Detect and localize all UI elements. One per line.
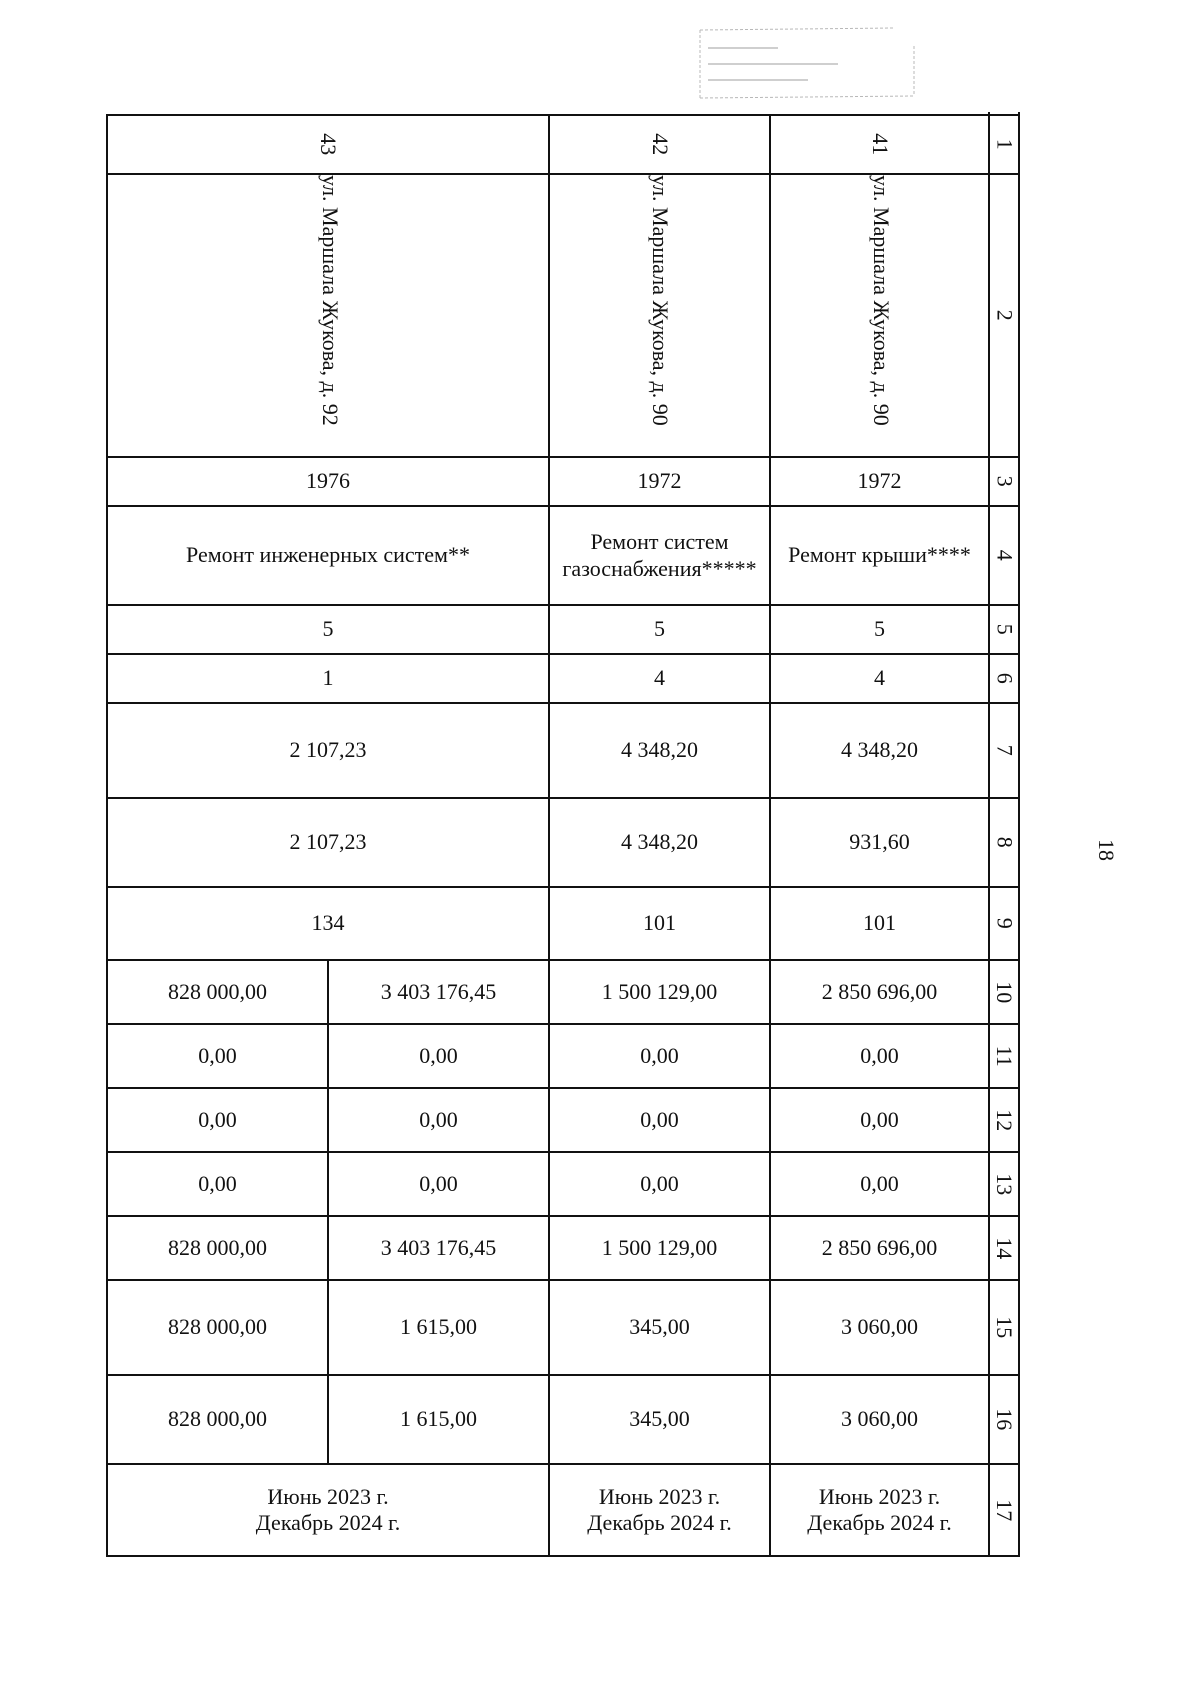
row-number: 9: [992, 917, 1018, 929]
table-cell: 0,00: [198, 1106, 237, 1132]
table-cell: 1 615,00: [400, 1406, 477, 1432]
table-cell: 0,00: [419, 1042, 458, 1068]
row-number: 11: [992, 1045, 1018, 1067]
table-cell: 828 000,00: [168, 1234, 267, 1260]
table-cell: 0,00: [419, 1106, 458, 1132]
table-cell: 3 403 176,45: [380, 978, 497, 1004]
table-cell: 0,00: [640, 1106, 679, 1132]
address-cell: ул. Маршала Жукова, д. 90: [648, 175, 673, 426]
table-cell: 828 000,00: [168, 978, 267, 1004]
table-cell: 4 348,20: [621, 829, 698, 855]
table-cell: 101: [863, 910, 896, 936]
row-number: 16: [992, 1408, 1018, 1431]
row-number: 1: [992, 138, 1018, 150]
table-cell: 0,00: [419, 1170, 458, 1196]
table-cell: 0,00: [198, 1170, 237, 1196]
year-cell: 1972: [857, 468, 902, 494]
table-cell: 828 000,00: [168, 1406, 267, 1432]
table-cell: 4 348,20: [841, 737, 918, 763]
row-number: 4: [992, 549, 1018, 561]
table-cell: 1 500 129,00: [601, 978, 718, 1004]
row-number: 17: [992, 1498, 1018, 1521]
work-type-cell: Ремонт систем газоснабжения*****: [562, 529, 757, 581]
table-cell: 4: [654, 665, 665, 691]
page-number: 18: [1094, 839, 1119, 861]
row-number: 3: [992, 475, 1018, 487]
year-cell: 1976: [306, 468, 350, 494]
table-cell: 4 348,20: [621, 737, 698, 763]
table-cell: 2 850 696,00: [821, 978, 938, 1004]
table-cell: 1 615,00: [400, 1314, 477, 1340]
row-number: 10: [992, 980, 1018, 1003]
table-cell: 134: [311, 910, 345, 936]
table-cell: 345,00: [629, 1314, 690, 1340]
row-number: 13: [992, 1172, 1018, 1195]
table-cell: 3 060,00: [841, 1314, 918, 1340]
table-cell: 0,00: [860, 1170, 899, 1196]
table-cell: 3 403 176,45: [380, 1234, 497, 1260]
table-cell: 2 850 696,00: [821, 1234, 938, 1260]
table-cell: 828 000,00: [168, 1314, 267, 1340]
period-cell: Июнь 2023 г. Декабрь 2024 г.: [807, 1483, 952, 1535]
row-number: 8: [992, 836, 1018, 848]
item-number: 41: [867, 133, 893, 156]
table-cell: 0,00: [860, 1106, 899, 1132]
work-type-cell: Ремонт инженерных систем**: [186, 542, 470, 568]
address-cell: ул. Маршала Жукова, д. 90: [869, 175, 894, 426]
item-number: 42: [647, 133, 673, 156]
row-number: 14: [992, 1236, 1018, 1259]
row-number: 15: [992, 1316, 1018, 1339]
table-cell: 4: [874, 665, 885, 691]
row-number: 2: [992, 309, 1018, 321]
item-number: 43: [316, 133, 342, 156]
row-number: 7: [992, 744, 1018, 756]
period-cell: Июнь 2023 г. Декабрь 2024 г.: [255, 1483, 401, 1535]
table-cell: 101: [643, 910, 676, 936]
table-cell: 0,00: [640, 1042, 679, 1068]
year-cell: 1972: [637, 468, 682, 494]
period-cell: Июнь 2023 г. Декабрь 2024 г.: [587, 1483, 732, 1535]
row-number: 5: [992, 623, 1018, 635]
table-cell: 5: [874, 616, 885, 642]
table-cell: 1 500 129,00: [601, 1234, 718, 1260]
work-type-cell: Ремонт крыши****: [788, 542, 971, 568]
table-cell: 0,00: [860, 1042, 899, 1068]
table-cell: 0,00: [640, 1170, 679, 1196]
table-cell: 5: [322, 616, 334, 642]
table-cell: 5: [654, 616, 665, 642]
table-cell: 2 107,23: [289, 829, 367, 855]
row-number: 12: [992, 1108, 1018, 1131]
table-cell: 1: [322, 665, 334, 691]
row-number: 6: [992, 672, 1018, 684]
table-cell: 3 060,00: [841, 1406, 918, 1432]
table-cell: 931,60: [849, 829, 910, 855]
table-cell: 0,00: [198, 1042, 237, 1068]
table-cell: 345,00: [629, 1406, 690, 1432]
address-cell: ул. Маршала Жукова, д. 92: [318, 175, 343, 426]
table-cell: 2 107,23: [289, 737, 367, 763]
